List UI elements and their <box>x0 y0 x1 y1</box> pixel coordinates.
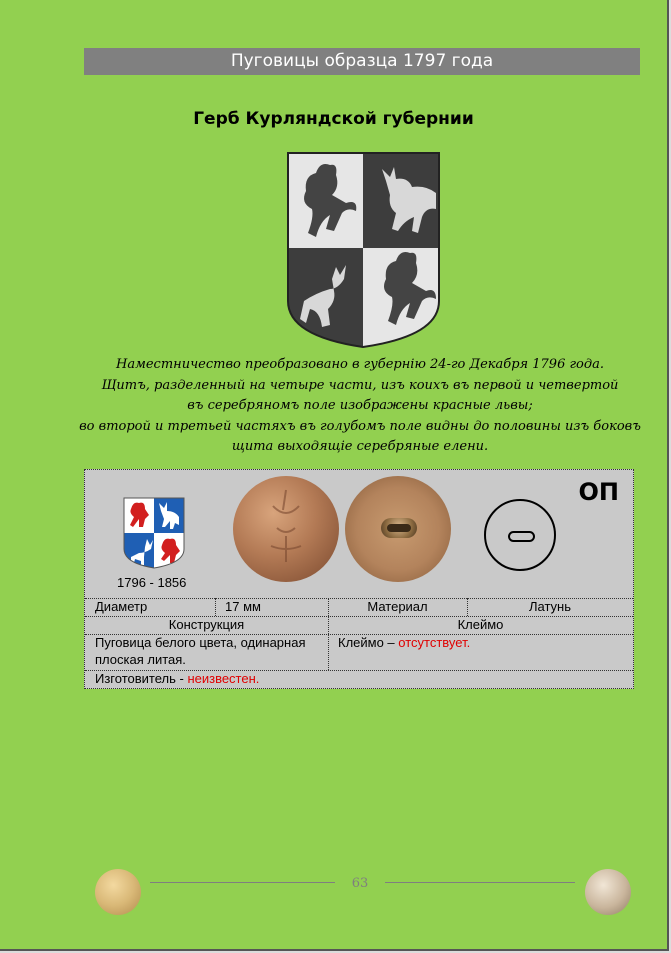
footer-coin-right-icon <box>585 869 631 915</box>
footer-rule-right <box>385 882 575 883</box>
stamp-label: Клеймо <box>457 617 504 632</box>
diameter-value: 17 мм <box>225 599 261 614</box>
op-mark-label: ОП <box>578 478 619 506</box>
description-line: Наместничество преобразовано в губернію 24-го Декабря 1796 года. <box>115 357 605 372</box>
maker-value: неизвестен. <box>187 671 260 686</box>
button-images-row <box>85 470 633 598</box>
button-shank-diagram <box>484 499 556 571</box>
coat-description <box>60 355 660 458</box>
maker-cell <box>85 670 633 687</box>
material-label: Материал <box>367 599 428 614</box>
coat-of-arms-image <box>286 151 441 349</box>
button-back-photo <box>345 476 451 582</box>
description-line: щита выходящіе серебряные елени. <box>231 439 489 454</box>
description-line: въ серебряномъ поле изображены красные львы; <box>187 398 533 413</box>
description-line: Щитъ, разделенный на четыре части, изъ коихъ въ первой и четвертой <box>101 377 619 393</box>
construction-label: Конструкция <box>168 617 245 632</box>
coat-of-arms-title: Герб Курляндской губернии <box>193 109 474 129</box>
shank-slot-icon <box>508 531 535 542</box>
construction-value: Пуговица белого цвета, одинарная плоская литая. <box>95 635 306 667</box>
footer-coin-left-icon <box>95 869 141 915</box>
stamp-value-cell <box>328 634 633 651</box>
button-front-photo <box>233 476 339 582</box>
diameter-label: Диаметр <box>95 599 148 614</box>
page-header <box>84 48 640 75</box>
small-coat-of-arms-icon <box>123 497 185 569</box>
header-title: Пуговицы образца 1797 года <box>230 51 494 71</box>
button-info-card <box>84 469 634 689</box>
years-label: 1796 - 1856 <box>117 575 187 590</box>
maker-prefix: Изготовитель - <box>95 671 188 686</box>
footer-rule-left <box>150 882 335 883</box>
stamp-prefix: Клеймо – <box>338 635 399 650</box>
material-value: Латунь <box>528 599 572 614</box>
stamp-value: отсутствует. <box>398 635 471 650</box>
page-number: 63 <box>351 876 369 891</box>
description-line: во второй и третьей частяхъ въ голубомъ поле видны до половины изъ боковъ <box>79 418 641 434</box>
